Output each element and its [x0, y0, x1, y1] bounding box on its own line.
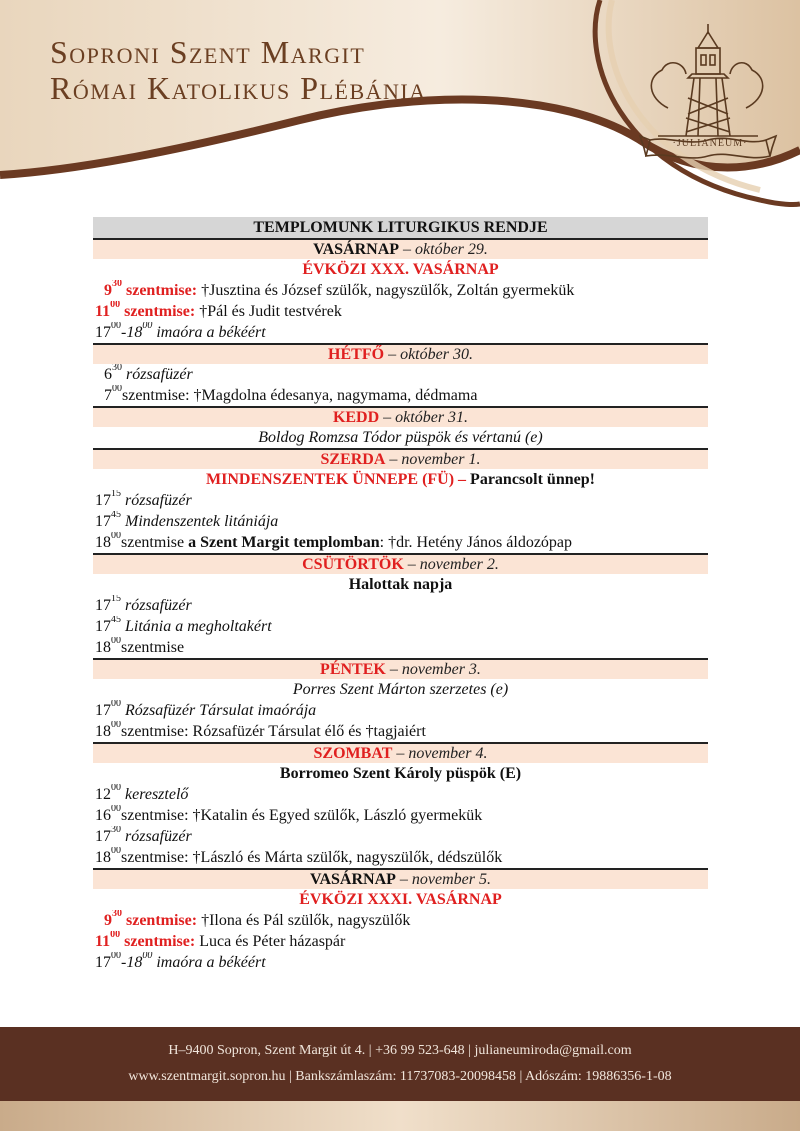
entry-text: Luca és Péter házaspár: [199, 933, 346, 950]
time-minute: 00: [111, 637, 121, 646]
bottom-decorative-strip: [0, 1101, 800, 1131]
entry-label: szentmise:: [122, 387, 190, 404]
time-range-dash: -: [121, 954, 127, 971]
day-date-separator: –: [385, 451, 402, 468]
entry-time: [95, 303, 120, 320]
entry-time: [104, 912, 122, 929]
day-header: [93, 658, 708, 679]
liturgical-schedule: [93, 217, 708, 973]
day-header: [93, 343, 708, 364]
time-hour: 17: [95, 618, 111, 635]
day-name: SZERDA: [320, 451, 386, 468]
entry-label: szentmise:: [126, 912, 198, 929]
entry-time: [95, 954, 152, 971]
schedule-entry: [93, 805, 708, 826]
entry-time: [95, 534, 121, 551]
day-subtitle: Boldog Romzsa Tódor püspök és vértanú (e): [258, 429, 543, 446]
day-header: [93, 868, 708, 889]
feast-name: MINDENSZENTEK ÜNNEPE (FÜ) –: [206, 471, 467, 488]
entry-text: imaóra a békéért: [156, 954, 266, 971]
entry-emphasis: a Szent Margit templomban: [188, 534, 380, 551]
entry-text: Mindenszentek litániája: [125, 513, 279, 530]
day-date-separator: –: [392, 745, 409, 762]
day-name: SZOMBAT: [313, 745, 393, 762]
schedule-entry: [93, 511, 708, 532]
entry-time: [104, 387, 122, 404]
day-date: október 31.: [395, 409, 469, 426]
schedule-entry: [93, 280, 708, 301]
time-minute: 00: [111, 721, 121, 730]
time-hour: 17: [95, 702, 111, 719]
entry-text: Rózsafüzér Társulat élő és †tagjaiért: [192, 723, 426, 740]
logo-caption: ·JULIANEUM·: [672, 138, 748, 149]
time-minute: 00: [111, 952, 121, 961]
schedule-entry: [93, 847, 708, 868]
day-date-separator: –: [385, 661, 402, 678]
day-date-separator: –: [399, 241, 416, 258]
day-name: PÉNTEK: [320, 661, 386, 678]
entry-text: †Ilona és Pál szülők, nagyszülők: [201, 912, 411, 929]
schedule-entry: [93, 721, 708, 742]
time-end-hour: 18: [126, 324, 143, 341]
feast-note: Parancsolt ünnep!: [470, 471, 595, 488]
feast-title: [93, 259, 708, 280]
entry-text: †Katalin és Egyed szülők, László gyermekük: [192, 807, 483, 824]
time-hour: 17: [95, 513, 111, 530]
entry-time: [95, 786, 121, 803]
entry-label: szentmise:: [121, 807, 189, 824]
entry-time: [95, 702, 121, 719]
title-line-2: Római Katolikus Plébánia: [50, 70, 427, 106]
entry-text: rózsafüzér: [125, 828, 192, 845]
time-minute: 00: [111, 700, 121, 709]
time-hour: 11: [95, 303, 111, 320]
time-hour: 18: [95, 639, 111, 656]
time-hour: 17: [95, 597, 111, 614]
day-name: CSÜTÖRTÖK: [302, 556, 404, 573]
entry-time: [95, 513, 121, 530]
day-date-separator: –: [379, 409, 396, 426]
time-minute: 00: [111, 322, 121, 331]
time-hour: 17: [95, 954, 111, 971]
time-hour: 11: [95, 933, 111, 950]
time-hour: 9: [104, 912, 112, 929]
entry-time: [104, 366, 122, 383]
schedule-entry: [93, 700, 708, 721]
time-hour: 17: [95, 324, 111, 341]
schedule-entry: [93, 952, 708, 973]
time-minute: 30: [111, 826, 121, 835]
entry-time: [95, 639, 121, 656]
time-hour: 6: [104, 366, 112, 383]
day-header: [93, 742, 708, 763]
entry-text: rózsafüzér: [126, 366, 193, 383]
entry-time: [95, 849, 121, 866]
schedule-entry: [93, 931, 708, 952]
day-header: [93, 553, 708, 574]
schedule-entry: [93, 364, 708, 385]
time-hour: 12: [95, 786, 111, 803]
feast-title: [93, 469, 708, 490]
feast-name: ÉVKÖZI XXX. VASÁRNAP: [302, 261, 499, 278]
time-minute: 00: [110, 931, 121, 940]
entry-time: [95, 492, 121, 509]
entry-time: [95, 723, 121, 740]
time-minute: 00: [112, 385, 122, 394]
day-subtitle: Halottak napja: [348, 576, 453, 593]
schedule-entry: [93, 826, 708, 847]
entry-text: †Pál és Judit testvérek: [199, 303, 342, 320]
time-end-minute: 00: [142, 952, 153, 961]
time-hour: 17: [95, 828, 111, 845]
day-name: VASÁRNAP: [309, 871, 396, 888]
feast-title: [93, 889, 708, 910]
time-hour: 18: [95, 723, 111, 740]
entry-text: Litánia a megholtakért: [125, 618, 272, 635]
entry-text: †Magdolna édesanya, nagymama, dédmama: [193, 387, 478, 404]
entry-label: szentmise:: [124, 933, 196, 950]
time-minute: 45: [111, 511, 121, 520]
entry-label: szentmise:: [126, 282, 198, 299]
entry-label: szentmise: [121, 534, 185, 551]
schedule-entry: [93, 490, 708, 511]
day-date: november 4.: [408, 745, 488, 762]
time-minute: 45: [111, 616, 121, 625]
schedule-entry: [93, 301, 708, 322]
time-minute: 30: [112, 910, 122, 919]
time-minute: 00: [110, 301, 121, 310]
day-date: november 2.: [419, 556, 499, 573]
time-minute: 00: [111, 805, 121, 814]
day-name: KEDD: [332, 409, 380, 426]
time-hour: 9: [104, 282, 112, 299]
feast-name: ÉVKÖZI XXXI. VASÁRNAP: [299, 891, 502, 908]
day-date: november 1.: [401, 451, 481, 468]
day-date: november 3.: [401, 661, 481, 678]
schedule-entry: [93, 616, 708, 637]
entry-text: rózsafüzér: [125, 597, 192, 614]
entry-time: [95, 324, 152, 341]
time-hour: 16: [95, 807, 111, 824]
entry-text: rózsafüzér: [125, 492, 192, 509]
time-minute: 30: [112, 364, 122, 373]
entry-time: [95, 597, 121, 614]
footer-contact: H–9400 Sopron, Szent Margit út 4. | +36 99 523-648 | julianeumiroda@gmail.com: [168, 1043, 632, 1058]
time-hour: 18: [95, 534, 111, 551]
entry-label: szentmise:: [121, 723, 189, 740]
entry-time: [95, 618, 121, 635]
time-minute: 00: [111, 847, 121, 856]
entry-label: szentmise:: [124, 303, 196, 320]
day-date-separator: –: [384, 346, 401, 363]
day-subtitle: Borromeo Szent Károly püspök (E): [279, 765, 522, 782]
entry-time: [104, 282, 122, 299]
time-range-dash: -: [121, 324, 127, 341]
schedule-entry: [93, 532, 708, 553]
day-date: november 5.: [411, 871, 492, 888]
time-hour: 17: [95, 492, 111, 509]
day-date-separator: –: [395, 871, 412, 888]
entry-time: [95, 807, 121, 824]
day-name: HÉTFŐ: [328, 346, 385, 363]
entry-time: [95, 828, 121, 845]
entry-text: Rózsafüzér Társulat imaórája: [125, 702, 317, 719]
day-header: [93, 238, 708, 259]
day-date: október 30.: [400, 346, 473, 363]
day-header: [93, 406, 708, 427]
day-name: VASÁRNAP: [313, 241, 400, 258]
schedule-entry: [93, 595, 708, 616]
parish-title: [50, 34, 427, 106]
time-minute: 15: [111, 490, 121, 499]
footer: [0, 1027, 800, 1101]
entry-label: szentmise: [121, 639, 185, 656]
title-line-1: Soproni Szent Margit: [50, 34, 366, 70]
footer-bank-info: www.szentmargit.sopron.hu | Bankszámlaszám: 11737083-20098458 | Adószám: 19886356-1-08: [128, 1069, 672, 1084]
time-end-minute: 00: [142, 322, 153, 331]
time-minute: 00: [111, 784, 121, 793]
entry-time: [95, 933, 120, 950]
day-date: október 29.: [415, 241, 488, 258]
time-end-hour: 18: [126, 954, 143, 971]
schedule-heading: TEMPLOMUNK LITURGIKUS RENDJE: [93, 217, 708, 238]
time-hour: 7: [104, 387, 112, 404]
entry-label: szentmise:: [121, 849, 189, 866]
day-header: [93, 448, 708, 469]
entry-text: keresztelő: [125, 786, 189, 803]
entry-text: : †dr. Hetény János áldozópap: [379, 534, 573, 551]
time-minute: 30: [112, 280, 122, 289]
schedule-entry: [93, 385, 708, 406]
schedule-entry: [93, 910, 708, 931]
day-date-separator: –: [403, 556, 420, 573]
entry-text: imaóra a békéért: [156, 324, 266, 341]
time-minute: 15: [111, 595, 121, 604]
day-subtitle: Porres Szent Márton szerzetes (e): [292, 681, 509, 698]
time-hour: 18: [95, 849, 111, 866]
entry-text: †Jusztina és József szülők, nagyszülők, Zoltán gyermekük: [201, 282, 575, 299]
time-minute: 00: [111, 532, 121, 541]
schedule-entry: [93, 784, 708, 805]
entry-text: †László és Márta szülők, nagyszülők, dédszülők: [192, 849, 503, 866]
schedule-entry: [93, 322, 708, 343]
schedule-entry: [93, 637, 708, 658]
